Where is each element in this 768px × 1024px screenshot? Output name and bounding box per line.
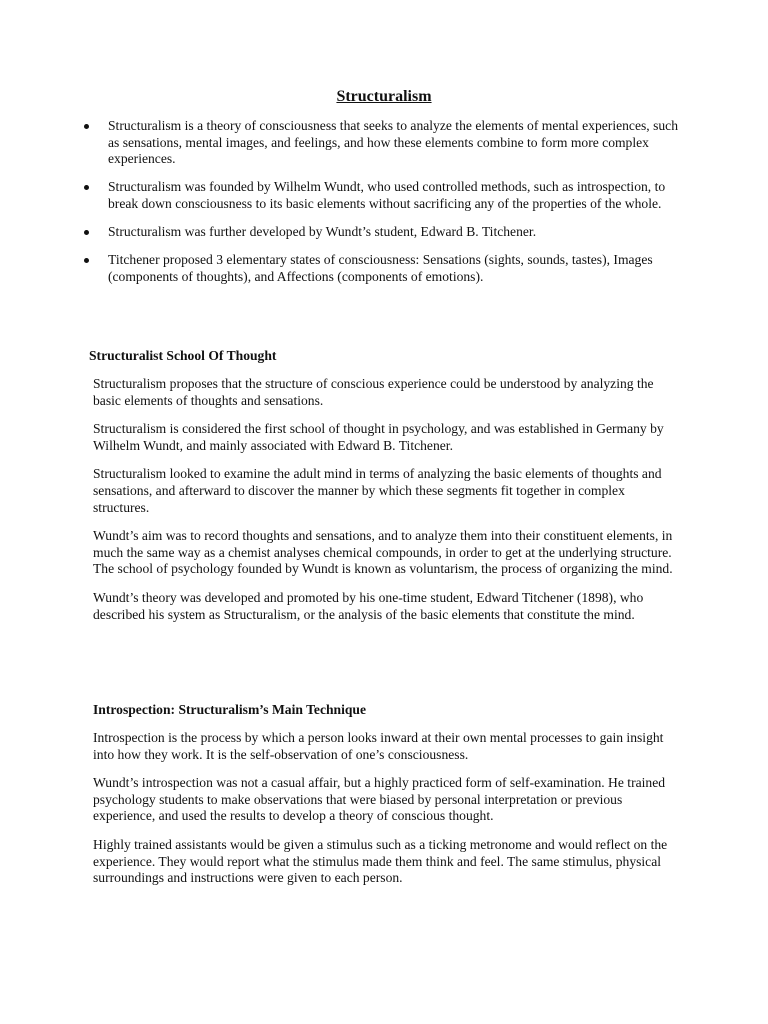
paragraph: Structuralism proposes that the structure of conscious experience could be understood by analyzing the basic elements of thoughts and sensations. bbox=[93, 376, 654, 408]
bullet-text: Titchener proposed 3 elementary states of consciousness: Sensations (sights, sounds, tastes), Images (components of thoughts), and Affections (components of emotions). bbox=[108, 252, 653, 284]
bullet-text: Structuralism was further developed by Wundt’s student, Edward B. Titchener. bbox=[108, 223, 537, 239]
bullet-text: Structuralism was founded by Wilhelm Wundt, who used controlled methods, such as introspection, to break down consciousness to its basic elements without sacrificing any of the properties of the whole. bbox=[108, 179, 666, 211]
document-title: Structuralism bbox=[336, 88, 432, 105]
bullet-item bbox=[84, 224, 684, 241]
bullet-item bbox=[84, 118, 684, 168]
bullet-item bbox=[84, 179, 684, 212]
paragraph: Introspection is the process by which a person looks inward at their own mental processes to gain insight into how they work. It is the self-observation of one’s consciousness. bbox=[93, 730, 664, 762]
bullet-list bbox=[84, 118, 684, 297]
bullet-icon bbox=[84, 124, 89, 129]
section-body-introspection bbox=[93, 730, 683, 899]
paragraph: Wundt’s theory was developed and promoted by his one-time student, Edward Titchener (1898), who described his system as Structuralism, or the analysis of the basic elements that constitute the mind. bbox=[93, 589, 644, 622]
paragraph: Wundt’s introspection was not a casual affair, but a highly practiced form of self-examination. He trained psychology students to make observations that were biased by personal interpretation or previous experience, and used the results to develop a theory of conscious thought. bbox=[93, 775, 666, 824]
section-heading-school-of-thought: Structuralist School Of Thought bbox=[89, 348, 277, 363]
paragraph: Wundt’s aim was to record thoughts and sensations, and to analyze them into their constituent elements, in much the same way as a chemist analyses chemical compounds, in order to get at the underlying structure. The school of psychology founded by Wundt is known as voluntarism, the process of organizing the mind. bbox=[93, 528, 673, 577]
bullet-icon bbox=[84, 230, 89, 235]
section-body-school-of-thought bbox=[93, 376, 683, 635]
bullet-icon bbox=[84, 185, 89, 190]
paragraph: Highly trained assistants would be given a stimulus such as a ticking metronome and would reflect on the experience. They would report what the stimulus made them think and feel. The same stimulus, physical surroundings and instructions were given to each person. bbox=[93, 836, 668, 886]
bullet-icon bbox=[84, 258, 89, 263]
paragraph: Structuralism looked to examine the adult mind in terms of analyzing the basic elements of thoughts and sensations, and afterward to discover the manner by which these segments fit together in complex structures. bbox=[93, 466, 662, 515]
bullet-text: Structuralism is a theory of consciousness that seeks to analyze the elements of mental experiences, such as sensations, mental images, and feelings, and how these elements combine to form more complex experiences. bbox=[108, 118, 679, 167]
paragraph: Structuralism is considered the first school of thought in psychology, and was established in Germany by Wilhelm Wundt, and mainly associated with Edward B. Titchener. bbox=[93, 421, 664, 453]
bullet-item bbox=[84, 252, 684, 285]
section-heading-introspection: Introspection: Structuralism’s Main Technique bbox=[93, 702, 367, 717]
